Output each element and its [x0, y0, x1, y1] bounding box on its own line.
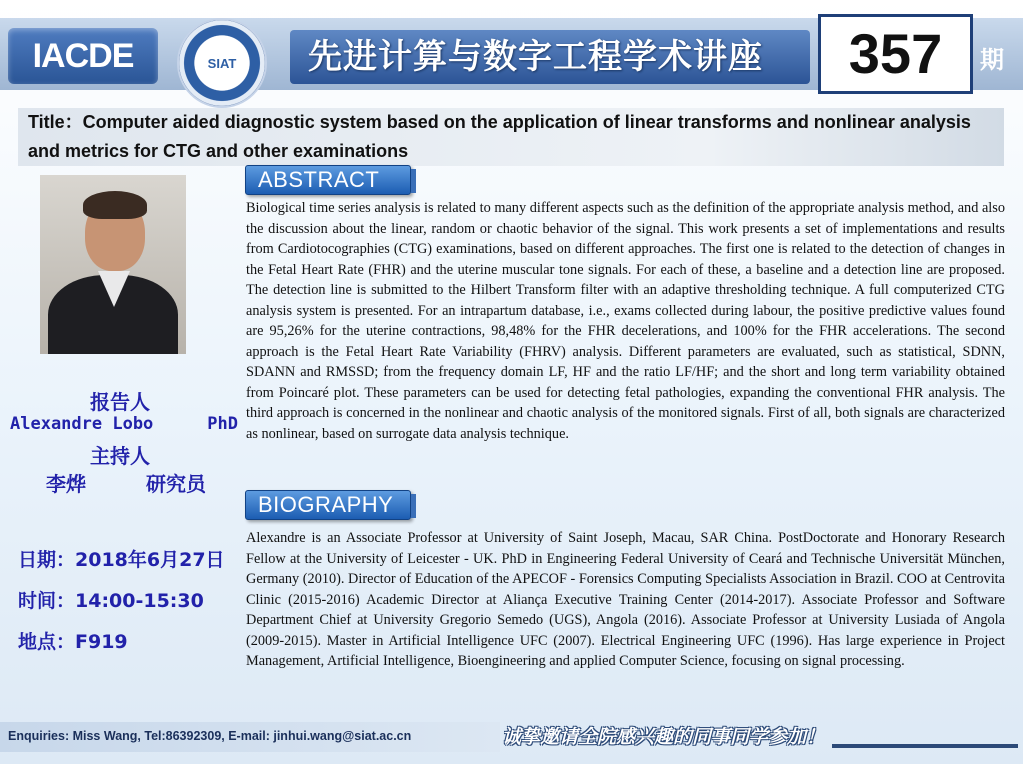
abstract-label: ABSTRACT	[245, 165, 411, 195]
speaker-degree: PhD	[207, 414, 238, 434]
talk-title: Title：Computer aided diagnostic system based on the application of linear transforms and nonlinear analysis and metrics for CTG and other examinations	[18, 108, 1004, 166]
speaker-name	[10, 414, 238, 434]
event-location: 地点：F919	[18, 631, 128, 653]
event-time: 时间：14:00-15:30	[18, 590, 204, 612]
biography-label: BIOGRAPHY	[245, 490, 411, 520]
host-name	[46, 468, 206, 497]
issue-number: 357	[818, 14, 973, 94]
footer-invite: 诚挚邀请全院感兴趣的同事同学参加！	[502, 726, 826, 748]
biography-text: Alexandre is an Associate Professor at University of Saint Joseph, Macau, SAR China. PostDoctorate and Honorary Research Fellow at the University of Leicester - UK. PhD in Engineering Federal University of Ceará and Technische Universität München, Germany (2010). Director of Education of the APECOF - Forensics Computing Specialists Association in Brazil. COO at Centrovita Clinic (2015-2016) Academic Director at Aliança Executive Training Center (2014-2017). Associate Professor and Software Department Chief at University Gregorio Semedo (UGS), Angola (2016). Associate Professor at University Lusiada of Angola (2009-2015). Master in Artificial Intelligence UFC (2007). Electrical Engineering UFC (1996). Has large experience in Project Management, Artificial Intelligence, Bioengineering and applied Computer Science, focusing on signal processing.	[246, 530, 1005, 669]
series-title: 先进计算与数字工程学术讲座	[290, 30, 810, 84]
host-title: 研究员	[146, 472, 206, 496]
speaker-photo	[40, 175, 186, 354]
issue-unit: 期	[980, 46, 1004, 74]
host-role: 主持人	[90, 444, 150, 468]
footer-contact: Enquiries: Miss Wang, Tel:86392309, E-mail: jinhui.wang@siat.ac.cn	[8, 729, 412, 743]
speaker-role: 报告人	[90, 390, 150, 414]
abstract-text: Biological time series analysis is related to many different aspects such as the definition of the appropriate analysis method, and also the discussion about the linear, random or chaotic behavior of the signal. This work presents a set of implementations and results from Cardiotocographies (CTG) examinations, based on different approaches. The first one is related to the detection of changes in the Fetal Heart Rate (FHR) and the uterine muscular tone signals. For each of these, a baseline and a detection line are proposed. The detection line is submitted to the Hilbert Transform filter with an adaptive thresholding technique. A full computerized CTG analysis system is presented. For an intrapartum database, i.e., exams collected during labour, the positive predictive values found are 95,26% for the uterine contractions, 98,48% for the FHR decelerations, and 100% for the FHR accelerations. The second approach is the Fetal Heart Rate Variability (FHRV) analysis. Different parameters are evaluated, such as statistical, SDNN, SDANN and RMSSD; from the frequency domain LF, HF and the ratio LF/HF; and the short and long term variability obtained from Poincaré plot. These parameters can be used for detecting fetal pathologies, expanding the conventional FHR analysis. The third approach is concerned in the nonlinear and chaotic analysis of the monitored signals. First of all, both signals are characterized as nonlinear, based on surrogate data analysis technique.	[246, 200, 1005, 442]
photo-hair	[83, 191, 147, 219]
seal-text: SIAT	[207, 56, 237, 71]
iacde-logo: IACDE	[8, 28, 158, 84]
footer-divider	[832, 744, 1018, 748]
siat-seal-logo	[177, 18, 267, 108]
host-name-text: 李烨	[46, 472, 86, 496]
speaker-name-text: Alexandre Lobo	[10, 414, 154, 434]
event-date: 日期：2018年6月27日	[18, 549, 225, 571]
